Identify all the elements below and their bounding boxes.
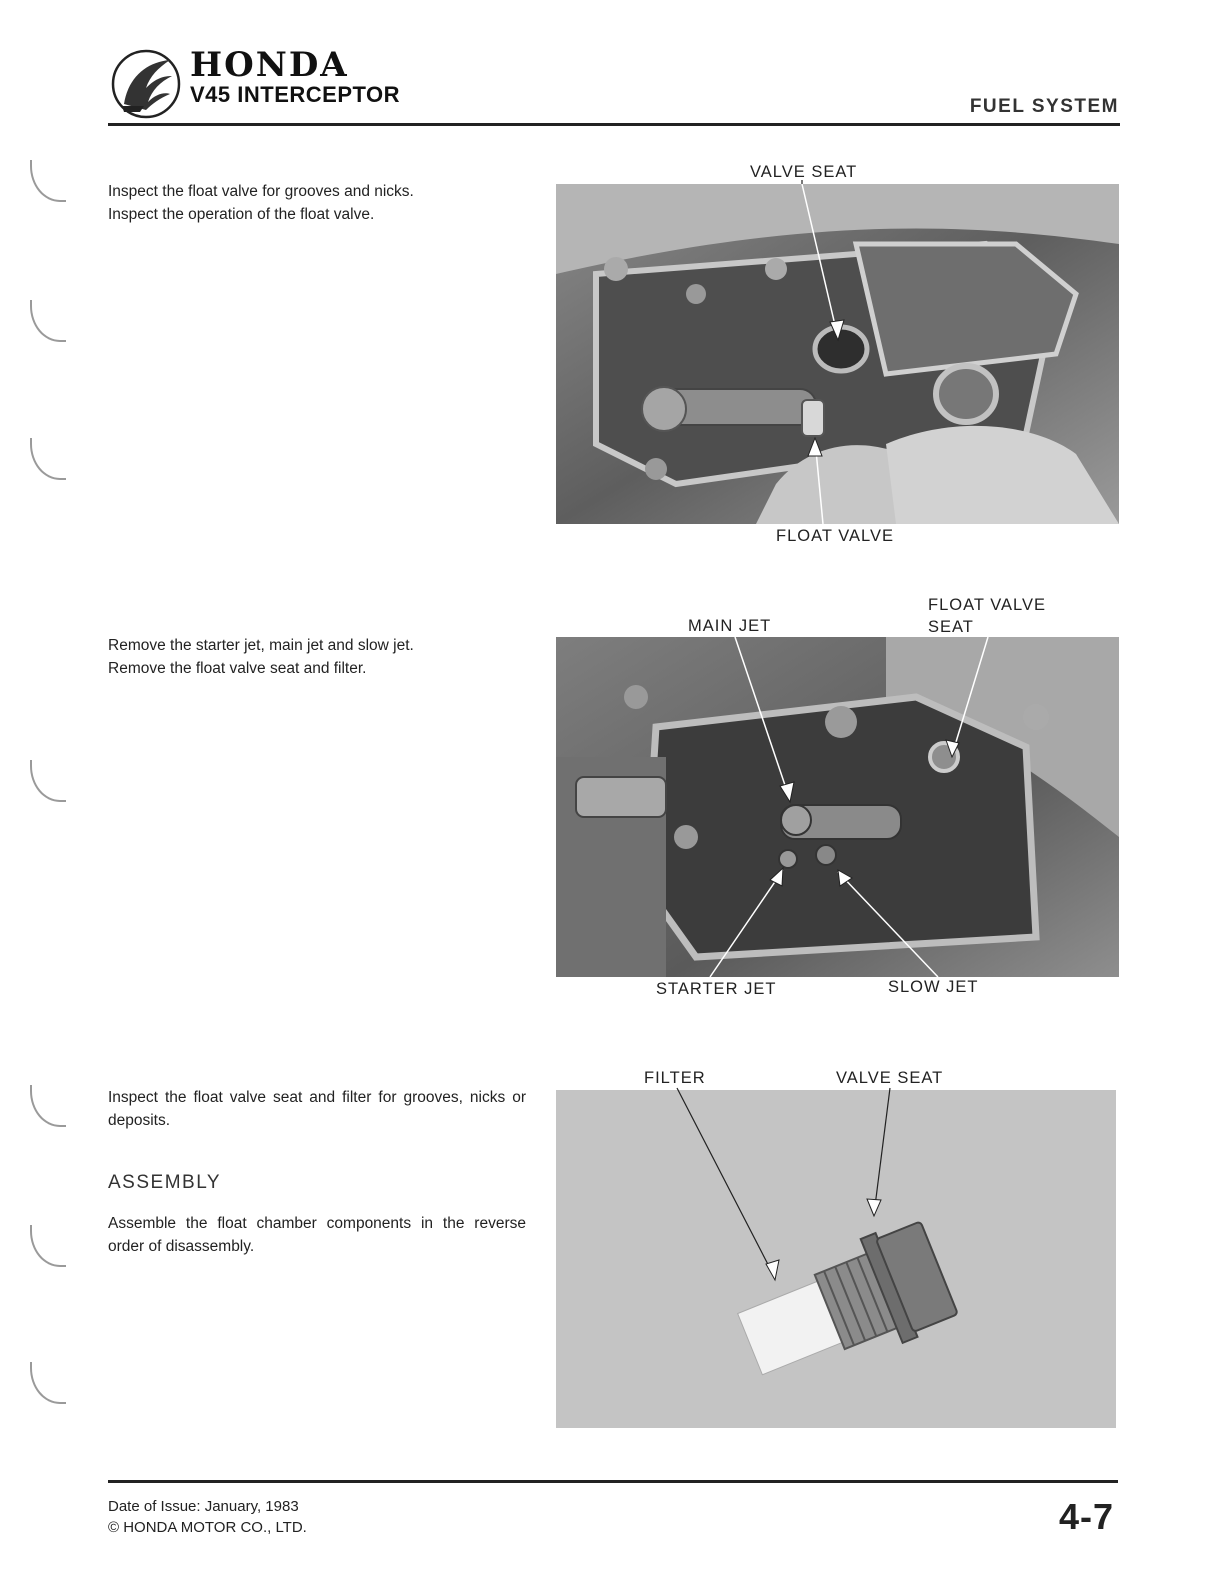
photo-jets xyxy=(556,637,1119,977)
binder-hole xyxy=(30,1085,66,1127)
honda-wing-logo-icon xyxy=(110,48,182,120)
label-filter: FILTER xyxy=(644,1069,706,1087)
assembly-text: Assemble the float chamber components in the reverse order of disassembly. xyxy=(108,1215,526,1255)
label-float-valve-seat-line2: SEAT xyxy=(928,618,974,636)
label-slow-jet: SLOW JET xyxy=(888,978,979,996)
label-main-jet: MAIN JET xyxy=(688,617,772,635)
label-valve-seat-2: VALVE SEAT xyxy=(836,1069,944,1087)
instruction-inspect-seat-filter: Inspect the float valve seat and filter for grooves, nicks or deposits. xyxy=(108,1089,526,1129)
label-float-valve-seat-line1: FLOAT VALVE xyxy=(928,596,1046,614)
instruction-line: Remove the float valve seat and filter. xyxy=(108,660,367,677)
issue-date: Date of Issue: January, 1983 xyxy=(108,1498,299,1515)
brand-name: HONDA xyxy=(190,45,349,85)
binder-hole xyxy=(30,760,66,802)
page-number: 4-7 xyxy=(1058,1496,1114,1537)
instruction-inspect-float-valve xyxy=(108,180,526,226)
label-float-valve: FLOAT VALVE xyxy=(776,527,894,545)
copyright: © HONDA MOTOR CO., LTD. xyxy=(108,1519,307,1536)
label-valve-seat: VALVE SEAT xyxy=(750,163,858,181)
binder-hole xyxy=(30,300,66,342)
binder-hole xyxy=(30,1362,66,1404)
binder-hole xyxy=(30,438,66,480)
instruction-remove-jets xyxy=(108,634,526,680)
photo-filter-valve-seat xyxy=(556,1090,1116,1428)
binder-hole xyxy=(30,160,66,202)
instruction-line: Inspect the operation of the float valve. xyxy=(108,206,375,223)
header-rule xyxy=(108,123,1120,126)
binder-hole xyxy=(30,1225,66,1267)
assembly-heading: ASSEMBLY xyxy=(108,1172,222,1193)
photo-float-valve xyxy=(556,184,1119,524)
model-name: V45 INTERCEPTOR xyxy=(190,82,401,107)
footer-rule xyxy=(108,1480,1118,1483)
instruction-line: Remove the starter jet, main jet and slow jet. xyxy=(108,637,414,654)
section-title: FUEL SYSTEM xyxy=(969,96,1119,117)
footer-info xyxy=(108,1496,307,1538)
label-starter-jet: STARTER JET xyxy=(656,980,777,998)
instruction-line: Inspect the float valve for grooves and nicks. xyxy=(108,183,414,200)
